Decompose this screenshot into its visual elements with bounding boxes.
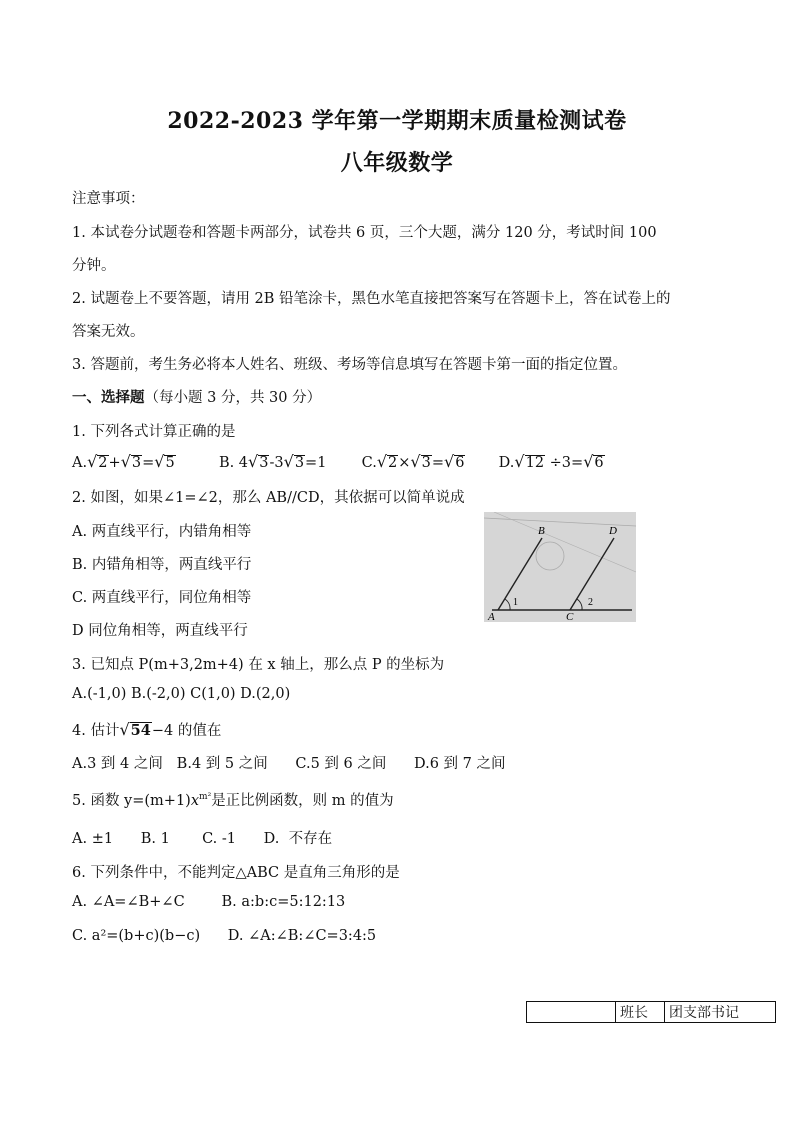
question-5-stem: 5. 函数 $y=(m+1)x^{m^2}$是正比例函数，则 m 的值为 <box>72 792 394 809</box>
exam-subtitle: 八年级数学 <box>340 150 454 176</box>
question-5-options: A. ±1 B. 1 C. -1 D. 不存在 <box>72 831 333 847</box>
question-3-stem: 3. 已知点 P(m+3,2m+4) 在 x 轴上，那么点 P 的坐标为 <box>72 657 445 673</box>
notice-item: 分钟。 <box>72 258 116 274</box>
q2-option-b: B. 内错角相等，两直线平行 <box>72 557 252 573</box>
question-4-options: A.3 到 4 之间 B.4 到 5 之间 C.5 到 6 之间 D.6 到 7 之间 <box>72 756 506 772</box>
q2-option-d: D 同位角相等，两直线平行 <box>72 623 248 639</box>
label-angle-1: 1 <box>513 597 518 608</box>
question-1-stem: 1. 下列各式计算正确的是 <box>72 424 236 440</box>
q1-option-b: B. 4√3-3√3=1 <box>218 452 327 471</box>
q1-option-a: A.√2+√3=√5 <box>72 452 175 471</box>
question-2-stem: 2. 如图，如果∠1=∠2，那么 AB//CD，其依据可以简单说成 <box>72 490 465 506</box>
q1-option-d: D.√12 ÷3=√6 <box>498 452 604 471</box>
question-6-options-row2: C. a²=(b+c)(b−c) D. ∠A:∠B:∠C=3:4:5 <box>72 928 377 944</box>
label-d: D <box>609 525 617 537</box>
notice-item: 1. 本试卷分试题卷和答题卡两部分，试卷共 6 页，三个大题，满分 120 分，考试时间 100 <box>72 225 657 241</box>
q2-option-a: A. 两直线平行，内错角相等 <box>72 524 252 540</box>
question-3-options: A.(-1,0) B.(-2,0) C(1,0) D.(2,0) <box>72 686 291 702</box>
parallel-lines-figure <box>484 512 636 622</box>
q1-option-c: C.√2×√3=√6 <box>361 452 465 471</box>
notice-item: 3. 答题前，考生务必将本人姓名、班级、考场等信息填写在答题卡第一面的指定位置。 <box>72 357 627 373</box>
question-6-options-row1: A. ∠A=∠B+∠C B. a:b:c=5:12:13 <box>72 894 346 910</box>
exam-title: 2022-2023 学年第一学期期末质量检测试卷 <box>167 108 627 134</box>
label-b: B <box>538 525 545 537</box>
notice-item: 答案无效。 <box>72 324 145 340</box>
geometry-diagram <box>484 512 636 622</box>
signature-cell-monitor: 班长 <box>616 1002 665 1023</box>
section-note: （每小题 3 分，共 30 分） <box>144 390 322 406</box>
signature-cell-secretary: 团支部书记 <box>665 1002 776 1023</box>
notice-heading: 注意事项： <box>72 191 145 207</box>
notice-item: 2. 试题卷上不要答题，请用 2B 铅笔涂卡，黑色水笔直接把答案写在答题卡上，答在试卷上的 <box>72 291 671 307</box>
label-c: C <box>566 611 574 622</box>
section-heading <box>72 386 321 407</box>
label-angle-2: 2 <box>588 597 593 608</box>
question-1-options <box>72 452 605 471</box>
signature-cell-blank <box>527 1002 616 1023</box>
label-a: A <box>488 611 495 622</box>
question-6-stem: 6. 下列条件中，不能判定△ABC 是直角三角形的是 <box>72 865 400 881</box>
q2-option-c: C. 两直线平行，同位角相等 <box>72 590 252 606</box>
signature-table <box>526 1001 776 1023</box>
question-4-stem: 4. 估计√54−4 的值在 <box>72 720 222 739</box>
section-label: 一、选择题 <box>72 389 145 406</box>
